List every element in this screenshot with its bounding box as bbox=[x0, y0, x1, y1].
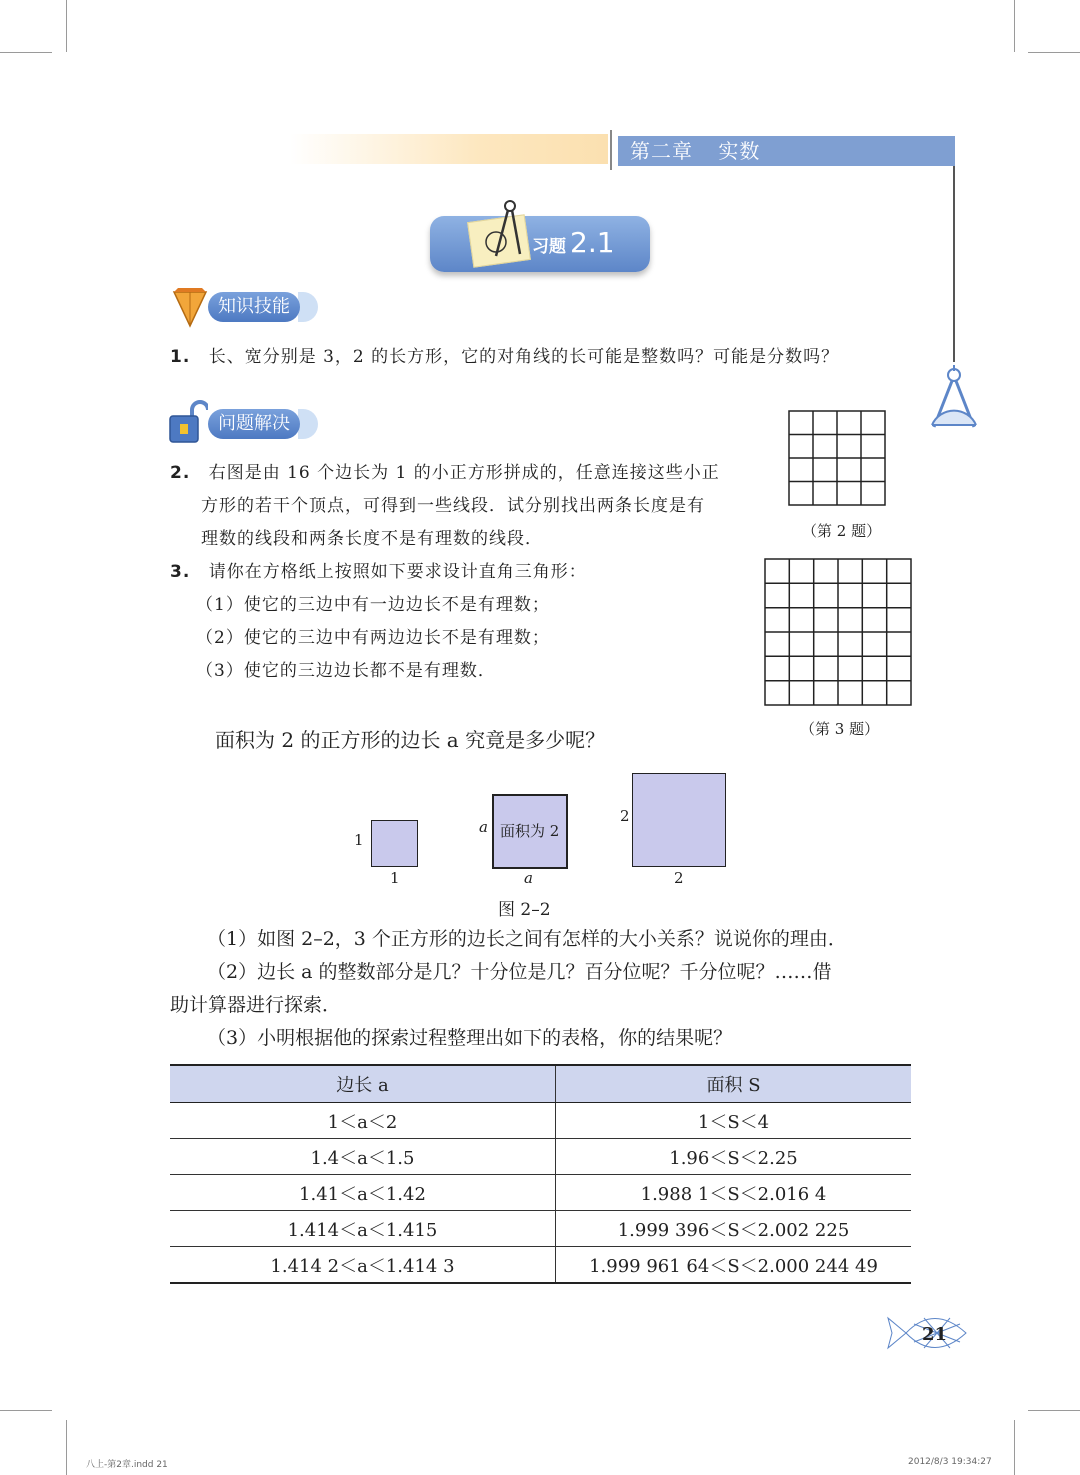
data-table bbox=[170, 1064, 911, 1284]
table-row bbox=[170, 1211, 911, 1247]
square-area-1 bbox=[371, 820, 418, 867]
table-cell: 1.988 1＜S＜2.016 4 bbox=[556, 1175, 912, 1211]
main-question: 面积为 2 的正方形的边长 a 究竟是多少呢？ bbox=[215, 728, 606, 752]
square-2-area-label: 面积为 2 bbox=[500, 822, 560, 840]
square-2-side-label: a bbox=[479, 818, 488, 836]
section-tag-tail bbox=[298, 292, 318, 322]
section-tag-tail bbox=[298, 409, 318, 439]
crop-mark bbox=[1028, 1410, 1080, 1411]
square-area-4 bbox=[632, 773, 726, 867]
table-cell: 1.999 961 64＜S＜2.000 244 49 bbox=[556, 1247, 912, 1284]
table-row bbox=[170, 1139, 911, 1175]
exercise-title bbox=[532, 226, 615, 259]
table-cell: 1.414＜a＜1.415 bbox=[170, 1211, 556, 1247]
footer-timestamp: 2012/8/3 19:34:27 bbox=[908, 1457, 992, 1467]
crop-mark bbox=[1014, 1420, 1015, 1475]
square-3-side-label: 2 bbox=[620, 807, 630, 825]
grid-6x6 bbox=[764, 558, 912, 706]
table-cell: 1＜S＜4 bbox=[556, 1103, 912, 1139]
margin-line bbox=[953, 166, 955, 362]
question-text: 方形的若干个顶点，可得到一些线段．试分别找出两条长度是有 bbox=[201, 496, 705, 516]
square-1-bottom-label: 1 bbox=[390, 869, 400, 887]
header-gradient bbox=[290, 134, 608, 164]
header-separator bbox=[610, 130, 612, 170]
exercise-number: 2.1 bbox=[570, 226, 615, 259]
question-3 bbox=[170, 562, 587, 582]
sub-question: （2）使它的三边中有两边边长不是有理数； bbox=[196, 628, 550, 648]
compass-drawing-icon bbox=[482, 198, 526, 260]
table-cell: 1.414 2＜a＜1.414 3 bbox=[170, 1247, 556, 1284]
table-header-row bbox=[170, 1065, 911, 1103]
table-cell: 1.96＜S＜2.25 bbox=[556, 1139, 912, 1175]
sub-question: （3）使它的三边边长都不是有理数． bbox=[196, 661, 496, 681]
section-problems: 问题解决 bbox=[208, 409, 300, 439]
question-text: 长、宽分别是 3，2 的长方形，它的对角线的长可能是整数吗？可能是分数吗？ bbox=[208, 347, 840, 367]
table-row bbox=[170, 1247, 911, 1284]
table-row bbox=[170, 1175, 911, 1211]
exercise-label: 习题 bbox=[532, 237, 566, 257]
crop-mark bbox=[1028, 52, 1080, 53]
crop-mark bbox=[66, 0, 67, 52]
question-1 bbox=[170, 347, 839, 367]
table-cell: 1＜a＜2 bbox=[170, 1103, 556, 1139]
grid-4x4 bbox=[788, 410, 886, 506]
square-2-bottom-label: a bbox=[524, 869, 533, 887]
figure-caption-q3: （第 3 题） bbox=[800, 720, 880, 738]
footer-file: 八上-第2章.indd 21 bbox=[86, 1460, 168, 1470]
question-text: 请你在方格纸上按照如下要求设计直角三角形： bbox=[208, 562, 587, 582]
figure-caption: 图 2–2 bbox=[498, 900, 551, 920]
square-3-bottom-label: 2 bbox=[674, 869, 684, 887]
crop-mark bbox=[1014, 0, 1015, 52]
crop-mark bbox=[66, 1420, 67, 1475]
table-cell: 1.4＜a＜1.5 bbox=[170, 1139, 556, 1175]
paragraph-1: （1）如图 2–2，3 个正方形的边长之间有怎样的大小关系？说说你的理由． bbox=[207, 928, 847, 950]
table-cell: 1.999 396＜S＜2.002 225 bbox=[556, 1211, 912, 1247]
question-number: 2. bbox=[170, 463, 191, 483]
page-number: 21 bbox=[922, 1324, 948, 1345]
chapter-number: 第二章 bbox=[630, 139, 693, 163]
chapter-title: 实数 bbox=[718, 139, 761, 163]
sub-question: （1）使它的三边中有一边边长不是有理数； bbox=[196, 595, 550, 615]
paragraph-2: （2）边长 a 的整数部分是几？十分位是几？百分位呢？千分位呢？……借 bbox=[207, 961, 832, 983]
question-2 bbox=[170, 463, 720, 483]
table-cell: 1.41＜a＜1.42 bbox=[170, 1175, 556, 1211]
pencil-icon bbox=[172, 286, 208, 328]
question-number: 3. bbox=[170, 562, 191, 582]
compass-icon bbox=[928, 365, 980, 431]
crop-mark bbox=[0, 1410, 52, 1411]
question-text: 右图是由 16 个边长为 1 的小正方形拼成的，任意连接这些小正 bbox=[208, 463, 720, 483]
question-text: 理数的线段和两条长度不是有理数的线段． bbox=[201, 529, 543, 549]
chapter-header bbox=[618, 136, 955, 166]
question-number: 1. bbox=[170, 347, 191, 367]
table-header-area: 面积 S bbox=[556, 1065, 912, 1103]
paragraph-3: （3）小明根据他的探索过程整理出如下的表格，你的结果呢？ bbox=[207, 1027, 733, 1049]
table-row bbox=[170, 1103, 911, 1139]
table-header-side: 边长 a bbox=[170, 1065, 556, 1103]
square-1-side-label: 1 bbox=[354, 831, 364, 849]
figure-caption-q2: （第 2 题） bbox=[802, 522, 882, 540]
section-skills: 知识技能 bbox=[208, 292, 300, 322]
paragraph-2-continued: 助计算器进行探索． bbox=[170, 994, 342, 1016]
crop-mark bbox=[0, 52, 52, 53]
unlock-icon bbox=[168, 400, 208, 444]
